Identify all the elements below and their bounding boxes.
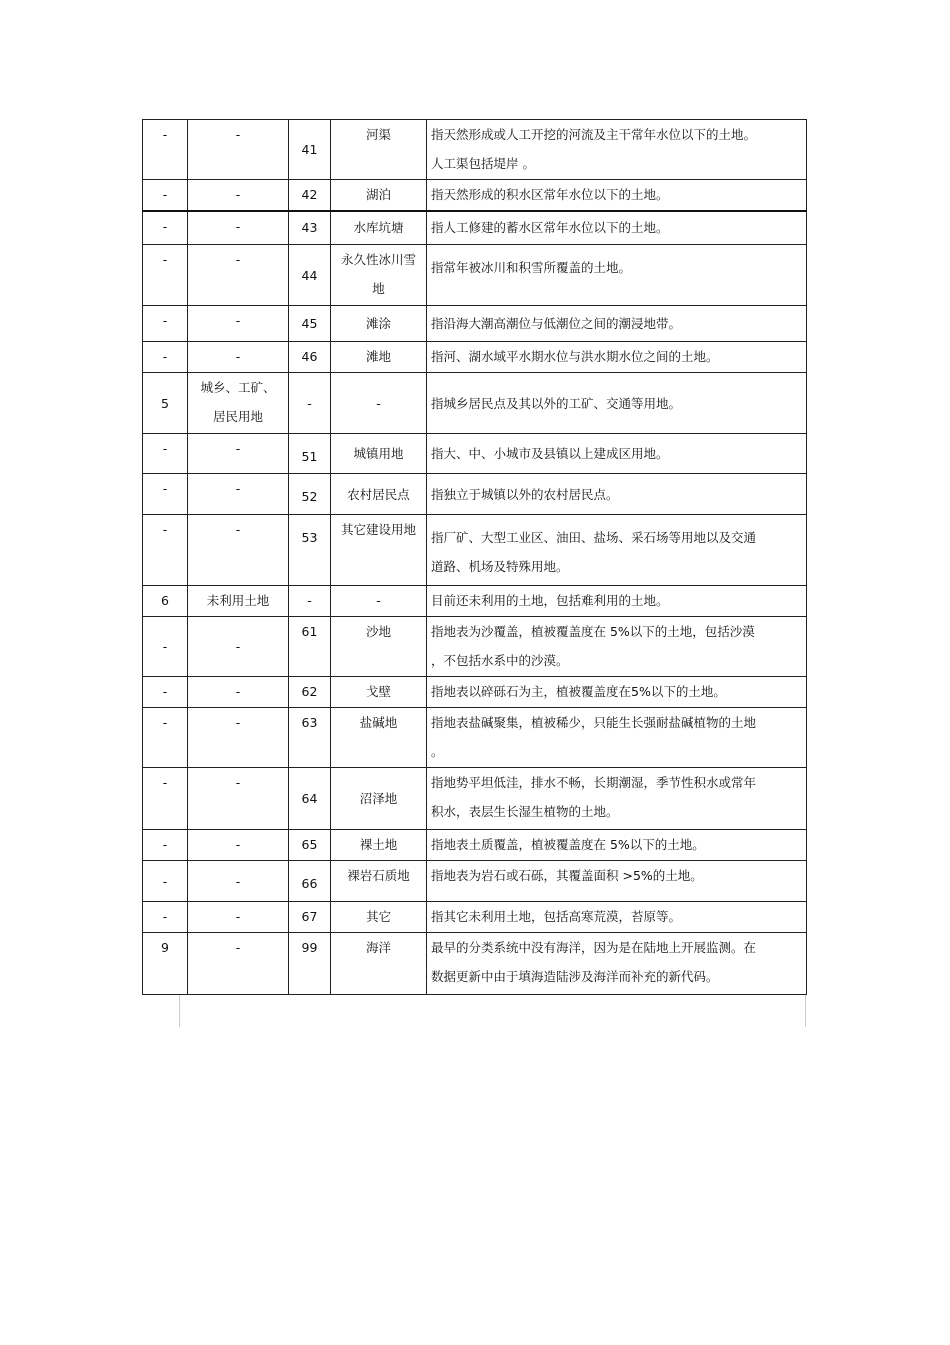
cell-level2-code: 41 <box>289 120 331 180</box>
cell-level1-code: - <box>143 306 188 342</box>
cell-level2-code: 62 <box>289 677 331 708</box>
table-row <box>143 474 807 515</box>
cell-level1-code: - <box>143 245 188 306</box>
cell-level2-name: 戈壁 <box>331 677 427 708</box>
table-row <box>143 768 807 830</box>
code-text: 66 <box>301 876 318 891</box>
cell-level2-name: 沼泽地 <box>331 768 427 830</box>
cell-level2-name: 盐碱地 <box>331 708 427 768</box>
cell-description: 指河、湖水域平水期水位与洪水期水位之间的土地。 <box>427 342 807 373</box>
cell-level1-code: - <box>143 180 188 211</box>
cell-level1-name: 城乡、工矿、 居民用地 <box>188 373 289 434</box>
cell-level1-name: - <box>188 180 289 211</box>
cell-description <box>427 245 807 306</box>
table-row <box>143 306 807 342</box>
cell-level1-code: - <box>143 434 188 474</box>
cell-level2-name: - <box>331 586 427 617</box>
cell-level2-code: 67 <box>289 902 331 933</box>
cell-level1-name: - <box>188 902 289 933</box>
table-row <box>143 933 807 995</box>
cell-level2-name: - <box>331 373 427 434</box>
cell-level1-code: 6 <box>143 586 188 617</box>
cell-description: 指独立于城镇以外的农村居民点。 <box>427 474 807 515</box>
cell-level1-code: - <box>143 211 188 245</box>
cell-level1-code: - <box>143 515 188 586</box>
cell-level2-name: 河渠 <box>331 120 427 180</box>
cell-level1-name: - <box>188 617 289 677</box>
cell-level2-code: 45 <box>289 306 331 342</box>
cell-description: 指地表为沙覆盖，植被覆盖度在 5%以下的土地，包括沙漠 ，不包括水系中的沙漠。 <box>427 617 807 677</box>
cell-level1-code: - <box>143 617 188 677</box>
cell-level2-code: 63 <box>289 708 331 768</box>
cell-level2-code: - <box>289 586 331 617</box>
cell-level2-name: 海洋 <box>331 933 427 995</box>
table-row <box>143 342 807 373</box>
cell-level2-name: 永久性冰川雪 地 <box>331 245 427 306</box>
cell-level2-name: 湖泊 <box>331 180 427 211</box>
table-row <box>143 211 807 245</box>
table-row <box>143 373 807 434</box>
cell-level1-name: 未利用土地 <box>188 586 289 617</box>
table-row <box>143 830 807 861</box>
cell-level1-name: - <box>188 306 289 342</box>
cell-level2-name: 其它建设用地 <box>331 515 427 586</box>
cell-description: 指大、中、小城市及县镇以上建成区用地。 <box>427 434 807 474</box>
cell-level1-name: - <box>188 933 289 995</box>
cell-level1-code: - <box>143 342 188 373</box>
table-row <box>143 515 807 586</box>
table-row <box>143 861 807 902</box>
cell-level2-code: 42 <box>289 180 331 211</box>
cell-level1-code: - <box>143 474 188 515</box>
cell-level1-name: - <box>188 708 289 768</box>
cell-level1-code: - <box>143 830 188 861</box>
table-row <box>143 677 807 708</box>
cell-description: 指地势平坦低洼，排水不畅，长期潮湿，季节性积水或常年 积水，表层生长湿生植物的土地。 <box>427 768 807 830</box>
cell-level2-name: 滩涂 <box>331 306 427 342</box>
table-row <box>143 245 807 306</box>
table-body <box>143 120 807 995</box>
code-text: 52 <box>301 489 318 504</box>
table-row <box>143 708 807 768</box>
cell-level2-name: 滩地 <box>331 342 427 373</box>
cell-level2-code: 44 <box>289 245 331 306</box>
cell-description: 指地表土质覆盖，植被覆盖度在 5%以下的土地。 <box>427 830 807 861</box>
cell-level2-name: 其它 <box>331 902 427 933</box>
code-text: 53 <box>301 530 318 545</box>
cell-level1-name: - <box>188 515 289 586</box>
cell-description: 指其它未利用土地，包括高寒荒漠，苔原等。 <box>427 902 807 933</box>
cell-level1-name: - <box>188 120 289 180</box>
cell-level2-code: 64 <box>289 768 331 830</box>
cell-level1-name: - <box>188 342 289 373</box>
code-text: 51 <box>301 449 318 464</box>
cell-level1-code: - <box>143 861 188 902</box>
cell-level2-code: 43 <box>289 211 331 245</box>
cell-level2-name: 水库坑塘 <box>331 211 427 245</box>
cell-description: 目前还未利用的土地，包括难利用的土地。 <box>427 586 807 617</box>
cell-description: 指地表以碎砾石为主，植被覆盖度在5%以下的土地。 <box>427 677 807 708</box>
cell-level2-code: 61 <box>289 617 331 677</box>
cell-level1-code: 9 <box>143 933 188 995</box>
cell-level1-code: - <box>143 120 188 180</box>
cell-level1-name: - <box>188 861 289 902</box>
description-text: 指常年被冰川和积雪所覆盖的土地。 <box>431 260 632 275</box>
cell-level2-code: - <box>289 373 331 434</box>
cell-description: 指城乡居民点及其以外的工矿、交通等用地。 <box>427 373 807 434</box>
table-continuation-line-left <box>179 995 180 1027</box>
cell-level2-code <box>289 434 331 474</box>
cell-description: 指地表盐碱聚集，植被稀少，只能生长强耐盐碱植物的土地 。 <box>427 708 807 768</box>
cell-level1-code: - <box>143 902 188 933</box>
cell-level1-name: - <box>188 245 289 306</box>
cell-level1-name: - <box>188 677 289 708</box>
cell-level1-code: 5 <box>143 373 188 434</box>
cell-level2-code <box>289 474 331 515</box>
cell-level2-name: 城镇用地 <box>331 434 427 474</box>
table-row <box>143 617 807 677</box>
cell-level1-name: - <box>188 434 289 474</box>
cell-level2-code: 99 <box>289 933 331 995</box>
cell-level2-code: 65 <box>289 830 331 861</box>
cell-level1-code: - <box>143 708 188 768</box>
cell-description <box>427 515 807 586</box>
cell-level2-name: 裸土地 <box>331 830 427 861</box>
table-row <box>143 434 807 474</box>
land-use-classification-table <box>142 119 807 995</box>
table-continuation-line-right <box>805 995 806 1027</box>
cell-level2-name: 农村居民点 <box>331 474 427 515</box>
table-row <box>143 180 807 211</box>
cell-description: 指沿海大潮高潮位与低潮位之间的潮浸地带。 <box>427 306 807 342</box>
cell-description: 指人工修建的蓄水区常年水位以下的土地。 <box>427 211 807 245</box>
cell-level1-name: - <box>188 830 289 861</box>
cell-description: 指天然形成的积水区常年水位以下的土地。 <box>427 180 807 211</box>
cell-level1-name: - <box>188 474 289 515</box>
cell-level2-code: 46 <box>289 342 331 373</box>
cell-description: 指地表为岩石或石砾，其覆盖面积 >5%的土地。 <box>427 861 807 902</box>
cell-level2-name: 沙地 <box>331 617 427 677</box>
description-text: 指厂矿、大型工业区、油田、盐场、采石场等用地以及交通 道路、机场及特殊用地。 <box>431 530 757 574</box>
cell-level1-name: - <box>188 768 289 830</box>
cell-description: 指天然形成或人工开挖的河流及主干常年水位以下的土地。 人工渠包括堤岸 。 <box>427 120 807 180</box>
cell-level1-code: - <box>143 677 188 708</box>
cell-description: 最早的分类系统中没有海洋，因为是在陆地上开展监测。在 数据更新中由于填海造陆涉及海洋而补充的新代码。 <box>427 933 807 995</box>
cell-level1-code: - <box>143 768 188 830</box>
table-row <box>143 586 807 617</box>
cell-level2-code <box>289 861 331 902</box>
table-row <box>143 120 807 180</box>
cell-level1-name: - <box>188 211 289 245</box>
table-row <box>143 902 807 933</box>
cell-level2-name: 裸岩石质地 <box>331 861 427 902</box>
cell-level2-code <box>289 515 331 586</box>
